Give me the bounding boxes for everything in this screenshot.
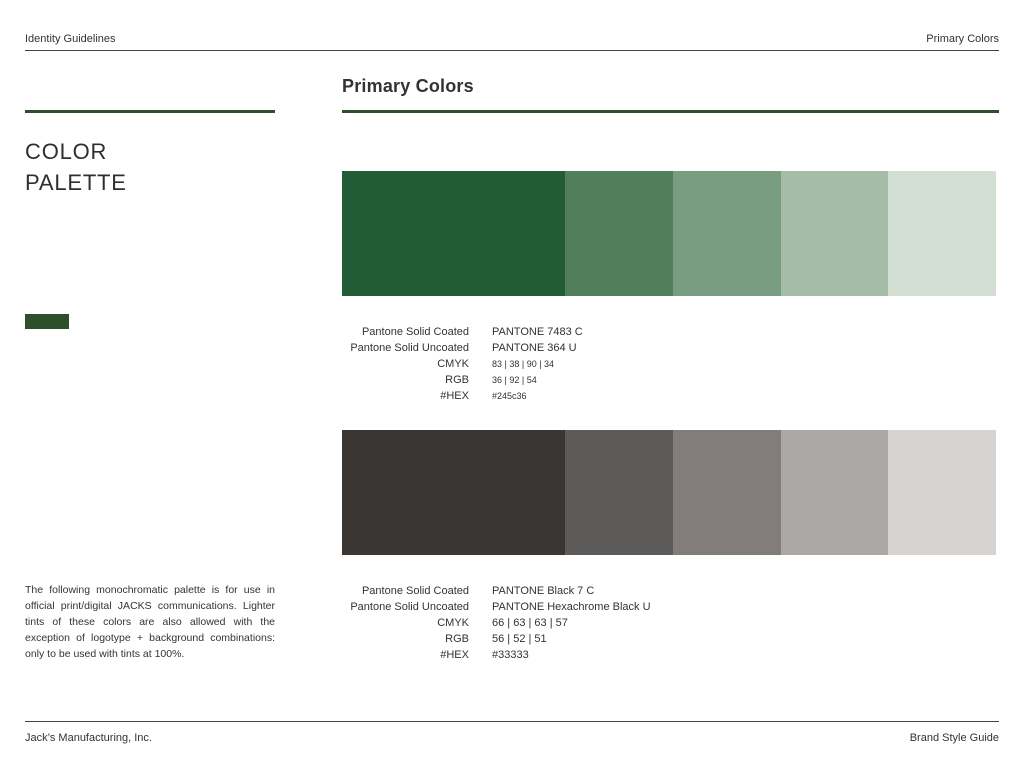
spec-value: #245c36 [492, 391, 527, 401]
footer-divider [25, 721, 999, 722]
spec-value: 83 | 38 | 90 | 34 [492, 359, 555, 369]
page-title: Primary Colors [342, 76, 474, 96]
section-title-line-2: PALETTE [25, 170, 127, 195]
header-divider [25, 50, 999, 51]
spec-row [342, 583, 742, 599]
green-swatch-row [342, 171, 996, 296]
green-swatch-60 [673, 171, 781, 296]
spec-value: PANTONE 7483 C [492, 326, 583, 338]
neutral-spec-table [342, 583, 742, 663]
spec-label: CMYK [437, 358, 469, 370]
footer-left: Jack’s Manufacturing, Inc. [25, 732, 152, 744]
section-title [25, 136, 127, 198]
spec-label: Pantone Solid Coated [361, 585, 469, 597]
green-swatch-20 [888, 171, 996, 296]
neutral-swatch-100 [342, 430, 565, 555]
spec-label: Pantone Solid Uncoated [350, 342, 469, 354]
spec-value: PANTONE 364 U [492, 342, 577, 354]
neutral-swatch-row [342, 430, 996, 555]
section-title-line-1: COLOR [25, 139, 108, 164]
spec-row [342, 599, 742, 615]
footer-right: Brand Style Guide [909, 732, 999, 744]
spec-row [342, 372, 742, 388]
spec-row [342, 340, 742, 356]
neutral-swatch-20 [888, 430, 996, 555]
green-swatch-40 [781, 171, 889, 296]
palette-description: The following monochromatic palette is for use in official print/digital JACKS communications. Lighter tints of these colors are also allowed with the exception of logotype + background combinations: only to be used with tints at 100%. [25, 584, 275, 660]
green-swatch-100 [342, 171, 565, 296]
spec-label: #HEX [440, 390, 469, 402]
neutral-swatch-80 [565, 430, 673, 555]
accent-color-chip [25, 314, 69, 329]
spec-value: 66 | 63 | 63 | 57 [492, 617, 568, 629]
green-spec-table [342, 324, 742, 404]
spec-value: #33333 [492, 649, 529, 661]
header-left: Identity Guidelines [25, 33, 116, 45]
spec-label: CMYK [437, 617, 469, 629]
title-accent-rule [342, 110, 999, 113]
spec-value: 36 | 92 | 54 [492, 375, 537, 385]
spec-label: RGB [445, 633, 469, 645]
spec-label: #HEX [440, 649, 469, 661]
spec-value: PANTONE Hexachrome Black U [492, 601, 651, 613]
spec-row [342, 356, 742, 372]
spec-value: 56 | 52 | 51 [492, 633, 547, 645]
spec-row [342, 615, 742, 631]
green-swatch-80 [565, 171, 673, 296]
spec-row [342, 647, 742, 663]
spec-row [342, 388, 742, 404]
header-right: Primary Colors [926, 33, 999, 45]
left-accent-rule [25, 110, 275, 113]
spec-label: RGB [445, 374, 469, 386]
spec-row [342, 324, 742, 340]
spec-label: Pantone Solid Uncoated [350, 601, 469, 613]
neutral-swatch-60 [673, 430, 781, 555]
spec-value: PANTONE Black 7 C [492, 585, 595, 597]
spec-label: Pantone Solid Coated [361, 326, 469, 338]
spec-row [342, 631, 742, 647]
neutral-swatch-40 [781, 430, 889, 555]
